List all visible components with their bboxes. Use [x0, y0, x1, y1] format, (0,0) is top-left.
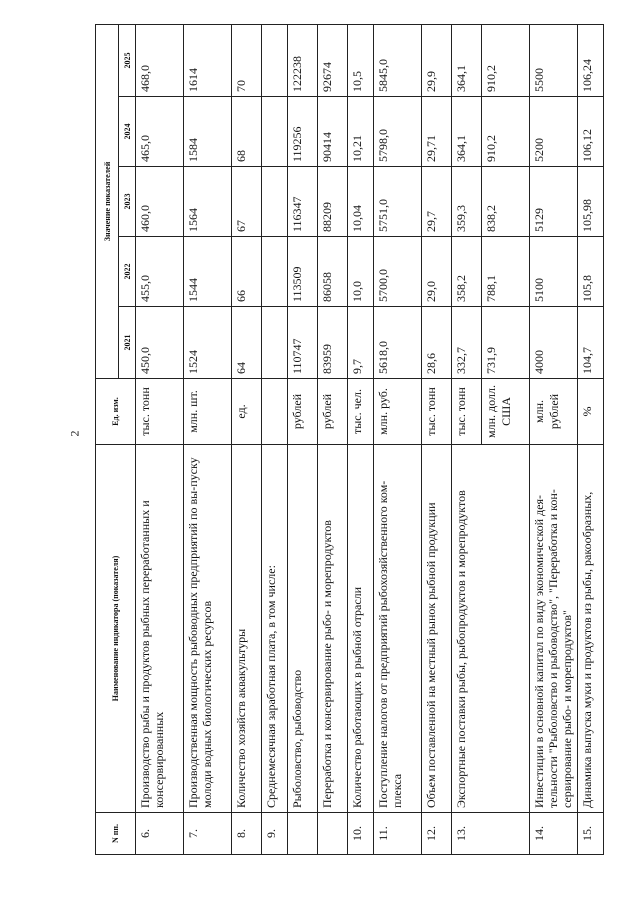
header-num: N пп.	[96, 813, 136, 855]
row-value: 10,0	[348, 237, 374, 307]
table-row	[184, 24, 232, 854]
row-value: 29,71	[422, 97, 452, 167]
row-value: 1564	[184, 167, 232, 237]
row-unit: млн. долл. США	[482, 379, 530, 445]
row-value	[262, 24, 288, 96]
header-values: Значение показателей	[96, 24, 119, 378]
table-row	[348, 24, 374, 854]
table-row	[232, 24, 262, 854]
row-value	[262, 307, 288, 379]
row-value: 10,21	[348, 97, 374, 167]
row-value: 92674	[318, 24, 348, 96]
row-value: 465,0	[136, 97, 184, 167]
row-value: 106,24	[578, 24, 604, 96]
row-value: 106,12	[578, 97, 604, 167]
header-unit: Ед. изм.	[96, 379, 136, 445]
row-value: 731,9	[482, 307, 530, 379]
table-row	[452, 24, 482, 854]
row-name: Среднемесячная заработная плата, в том числе:	[262, 445, 288, 813]
table-row	[136, 24, 184, 854]
row-num: 10.	[348, 813, 374, 855]
header-name: Наименование индикатора (показателя)	[96, 445, 136, 813]
row-value: 104,7	[578, 307, 604, 379]
row-value: 1584	[184, 97, 232, 167]
row-value: 110747	[288, 307, 318, 379]
table-row	[530, 24, 578, 854]
row-name: Переработка и консервирование рыбо- и морепродуктов	[318, 445, 348, 813]
row-num: 15.	[578, 813, 604, 855]
indicator-table-rotated	[95, 25, 603, 855]
row-value: 64	[232, 307, 262, 379]
row-value: 364,1	[452, 97, 482, 167]
row-value: 88209	[318, 167, 348, 237]
row-value: 29,9	[422, 24, 452, 96]
page-number: 2	[67, 430, 82, 437]
row-num: 13.	[452, 813, 530, 855]
row-value: 460,0	[136, 167, 184, 237]
row-value	[262, 97, 288, 167]
row-value: 5100	[530, 237, 578, 307]
table-row	[374, 24, 422, 854]
row-unit: рублей	[318, 379, 348, 445]
row-value: 5798,0	[374, 97, 422, 167]
row-value: 838,2	[482, 167, 530, 237]
header-year: 2022	[119, 237, 136, 307]
row-value: 90414	[318, 97, 348, 167]
row-unit: тыс. чел.	[348, 379, 374, 445]
row-value: 788,1	[482, 237, 530, 307]
row-unit: тыс. тонн	[422, 379, 452, 445]
row-num: 11.	[374, 813, 422, 855]
row-value: 113509	[288, 237, 318, 307]
row-value: 1614	[184, 24, 232, 96]
row-value: 105,8	[578, 237, 604, 307]
row-value: 5751,0	[374, 167, 422, 237]
row-unit: тыс. тонн	[452, 379, 482, 445]
row-value: 910,2	[482, 97, 530, 167]
row-value: 468,0	[136, 24, 184, 96]
row-num	[288, 813, 318, 855]
row-value: 5845,0	[374, 24, 422, 96]
table-row	[578, 24, 604, 854]
row-value: 9,7	[348, 307, 374, 379]
row-num: 9.	[262, 813, 288, 855]
row-num: 6.	[136, 813, 184, 855]
row-value: 358,2	[452, 237, 482, 307]
row-value: 5129	[530, 167, 578, 237]
header-year: 2023	[119, 167, 136, 237]
row-value: 10,5	[348, 24, 374, 96]
header-year: 2025	[119, 24, 136, 96]
row-unit: млн. шт.	[184, 379, 232, 445]
row-unit: тыс. тонн	[136, 379, 184, 445]
row-name: Поступление налогов от предприятий рыбохозяйственного ком-плекса	[374, 445, 422, 813]
row-value: 29,0	[422, 237, 452, 307]
row-value: 86058	[318, 237, 348, 307]
row-value: 450,0	[136, 307, 184, 379]
table-row	[288, 24, 318, 854]
row-unit: %	[578, 379, 604, 445]
row-unit: млн. рублей	[530, 379, 578, 445]
row-value: 28,6	[422, 307, 452, 379]
row-unit	[262, 379, 288, 445]
row-value: 70	[232, 24, 262, 96]
row-unit: ед.	[232, 379, 262, 445]
row-value: 1544	[184, 237, 232, 307]
table-row	[318, 24, 348, 854]
row-value: 68	[232, 97, 262, 167]
row-name: Количество работающих в рыбной отрасли	[348, 445, 374, 813]
row-value: 5200	[530, 97, 578, 167]
row-value: 910,2	[482, 24, 530, 96]
row-value: 455,0	[136, 237, 184, 307]
row-unit: рублей	[288, 379, 318, 445]
row-name: Инвестиции в основной капитал по виду экономической дея-тельности "Рыболовство и рыбоводство", "Переработка и кон-сервирование рыбо- и морепродуктов"	[530, 445, 578, 813]
row-name: Динамика выпуска муки и продуктов из рыбы, ракообразных,	[578, 445, 604, 813]
row-value: 332,7	[452, 307, 482, 379]
indicator-table	[95, 24, 604, 855]
row-value: 119256	[288, 97, 318, 167]
row-num	[318, 813, 348, 855]
row-value: 1524	[184, 307, 232, 379]
table-row	[262, 24, 288, 854]
row-value	[262, 167, 288, 237]
row-num: 7.	[184, 813, 232, 855]
row-value: 122238	[288, 24, 318, 96]
row-name: Производство рыбы и продуктов рыбных переработанных и консервированных	[136, 445, 184, 813]
row-name: Экспортные поставки рыбы, рыбопродуктов и морепродуктов	[452, 445, 530, 813]
row-name: Рыболовство, рыбоводство	[288, 445, 318, 813]
row-value: 359,3	[452, 167, 482, 237]
row-name: Объем поставленной на местный рынок рыбной продукции	[422, 445, 452, 813]
row-value: 67	[232, 167, 262, 237]
table-row	[422, 24, 452, 854]
row-num: 14.	[530, 813, 578, 855]
row-value: 116347	[288, 167, 318, 237]
row-value: 5700,0	[374, 237, 422, 307]
row-unit: млн. руб.	[374, 379, 422, 445]
row-name: Количество хозяйств аквакультуры	[232, 445, 262, 813]
row-value: 364,1	[452, 24, 482, 96]
row-value: 10,04	[348, 167, 374, 237]
row-num: 12.	[422, 813, 452, 855]
header-year: 2021	[119, 307, 136, 379]
row-value	[262, 237, 288, 307]
row-value: 5500	[530, 24, 578, 96]
row-name: Производственная мощность рыбоводных предприятий по вы-пуску молоди водных биологических ресурсов	[184, 445, 232, 813]
row-value: 83959	[318, 307, 348, 379]
row-value: 5618,0	[374, 307, 422, 379]
row-num: 8.	[232, 813, 262, 855]
row-value: 4000	[530, 307, 578, 379]
row-value: 105,98	[578, 167, 604, 237]
row-value: 29,7	[422, 167, 452, 237]
header-year: 2024	[119, 97, 136, 167]
row-value: 66	[232, 237, 262, 307]
